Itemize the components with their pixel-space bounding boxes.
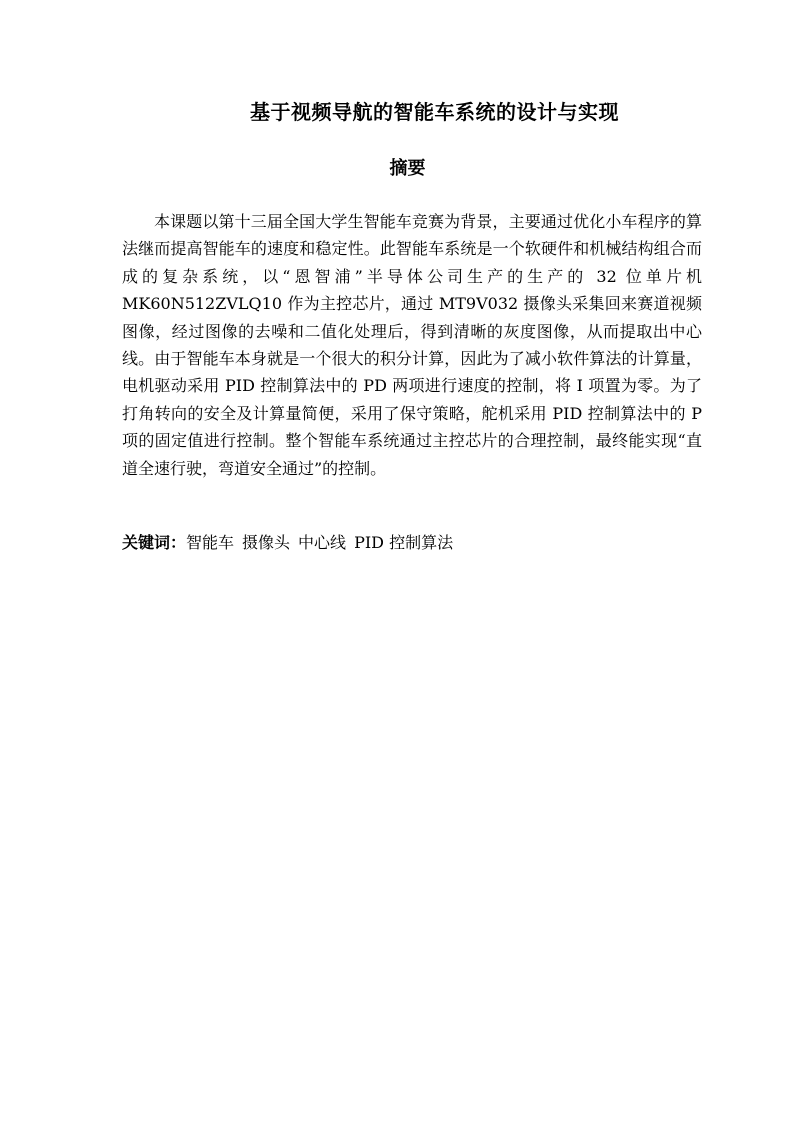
keyword-item: 中心线 [298,533,347,552]
document-title: 基于视频导航的智能车系统的设计与实现 [250,100,619,124]
keyword-item: 智能车 [186,533,235,552]
keywords-label: 关键词： [122,533,187,552]
abstract-body: 本课题以第十三届全国大学生智能车竞赛为背景，主要通过优化小车程序的算法继而提高智能车的速度和稳定性。此智能车系统是一个软硬件和机械结构组合而成的复杂系统，以“恩智浦”半导体公司生产的生产的 32 位单片机 MK60N512ZVLQ10 作为主控芯片，通过 MT9V032 摄像头采集回来赛道视频图像，经过图像的去噪和二值化处理后，得到清晰的灰度图像，从而提取出中心线。由于智能车本身就是一个很大的积分计算，因此为了减小软件算法的计算量，电机驱动采用 PID 控制算法中的 PD 两项进行速度的控制，将 I 项置为零。为了打角转向的安全及计算量简便，采用了保守策略，舵机采用 PID 控制算法中的 P 项的固定值进行控制。整个智能车系统通过主控芯片的合理控制，最终能实现“直道全速行驶，弯道安全通过”的控制。 [122,212,702,478]
keyword-item: 摄像头 [242,533,291,552]
abstract-heading: 摘要 [389,158,426,179]
keywords-line [122,529,702,556]
keyword-item: PID 控制算法 [354,533,454,552]
